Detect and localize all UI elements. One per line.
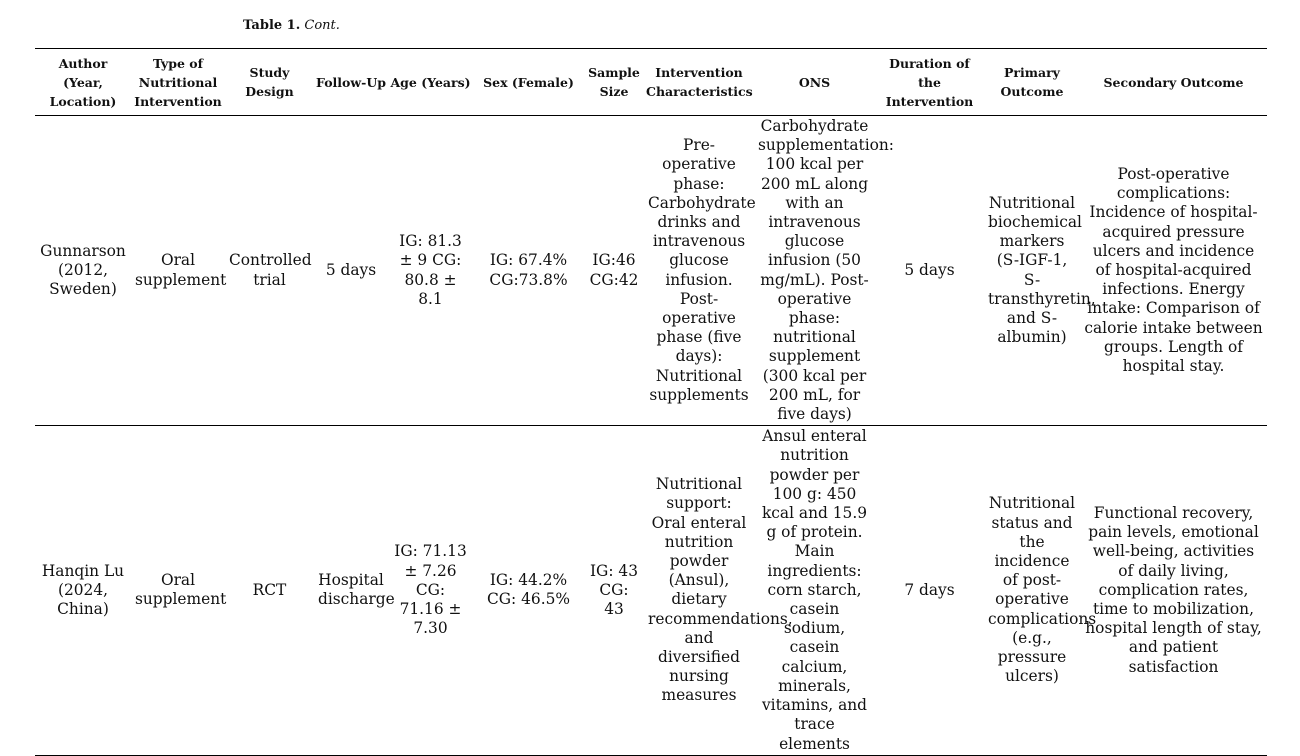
cell-duration: 7 days [875, 426, 984, 755]
table-label: Table 1. [243, 18, 301, 33]
col-header-characteristics: Intervention Characteristics [644, 49, 754, 116]
cell-follow-up: 5 days [314, 116, 388, 426]
cell-ons: Ansul enteral nutrition powder per 100 g: 450 kcal and 15.9 g of protein. Main ingredients: corn starch, casein sodium, casein calcium, minerals, vitamins, and trace elements [754, 426, 875, 755]
table-continuation: Cont. [304, 18, 340, 33]
cell-author: Hanqin Lu (2024, China) [35, 426, 131, 755]
cell-sex: IG: 44.2% CG: 46.5% [473, 426, 584, 755]
cell-characteristics: Nutritional support: Oral enteral nutrition powder (Ansul), dietary recommendations, and diversified nursing measures [644, 426, 754, 755]
table-row [35, 116, 1267, 426]
cell-secondary: Post-operative complications: Incidence of hospital-acquired pressure ulcers and incidence of hospital-acquired infections. Energy intake: Comparison of calorie intake between groups. Length of hospital stay. [1080, 116, 1267, 426]
cell-sample: IG: 43 CG: 43 [584, 426, 644, 755]
cell-type: Oral supplement [131, 426, 225, 755]
col-header-author: Author (Year, Location) [35, 49, 131, 116]
cell-primary: Nutritional biochemical markers (S-IGF-1, S-transthyretin, and S-albumin) [984, 116, 1080, 426]
table-caption [243, 18, 340, 33]
col-header-sex: Sex (Female) [473, 49, 584, 116]
cell-type: Oral supplement [131, 116, 225, 426]
cell-sex: IG: 67.4% CG:73.8% [473, 116, 584, 426]
cell-sample: IG:46 CG:42 [584, 116, 644, 426]
cell-age: IG: 81.3 ± 9 CG: 80.8 ± 8.1 [388, 116, 473, 426]
col-header-primary: Primary Outcome [984, 49, 1080, 116]
cell-follow-up: Hospital discharge [314, 426, 388, 755]
col-header-sample: Sample Size [584, 49, 644, 116]
col-header-ons: ONS [754, 49, 875, 116]
cell-primary: Nutritional status and the incidence of post-operative complications (e.g., pressure ulcers) [984, 426, 1080, 755]
table-row [35, 426, 1267, 755]
cell-characteristics: Pre-operative phase: Carbohydrate drinks and intravenous glucose infusion. Post-operative phase (five days): Nutritional supplements [644, 116, 754, 426]
col-header-age: Age (Years) [388, 49, 473, 116]
cell-age: IG: 71.13 ± 7.26 CG: 71.16 ± 7.30 [388, 426, 473, 755]
col-header-type: Type of Nutritional Intervention [131, 49, 225, 116]
cell-secondary: Functional recovery, pain levels, emotional well-being, activities of daily living, complication rates, time to mobilization, hospital length of stay, and patient satisfaction [1080, 426, 1267, 755]
cell-duration: 5 days [875, 116, 984, 426]
col-header-follow-up: Follow-Up [314, 49, 388, 116]
cell-author: Gunnarson (2012, Sweden) [35, 116, 131, 426]
col-header-secondary: Secondary Outcome [1080, 49, 1267, 116]
cell-ons: Carbohydrate supplementation: 100 kcal per 200 mL along with an intravenous glucose infusion (50 mg/mL). Post-operative phase: nutritional supplement (300 kcal per 200 mL, for five days) [754, 116, 875, 426]
cell-design: RCT [225, 426, 314, 755]
col-header-design: Study Design [225, 49, 314, 116]
col-header-duration: Duration of the Intervention [875, 49, 984, 116]
data-table [35, 48, 1267, 756]
header-row [35, 49, 1267, 116]
cell-design: Controlled trial [225, 116, 314, 426]
